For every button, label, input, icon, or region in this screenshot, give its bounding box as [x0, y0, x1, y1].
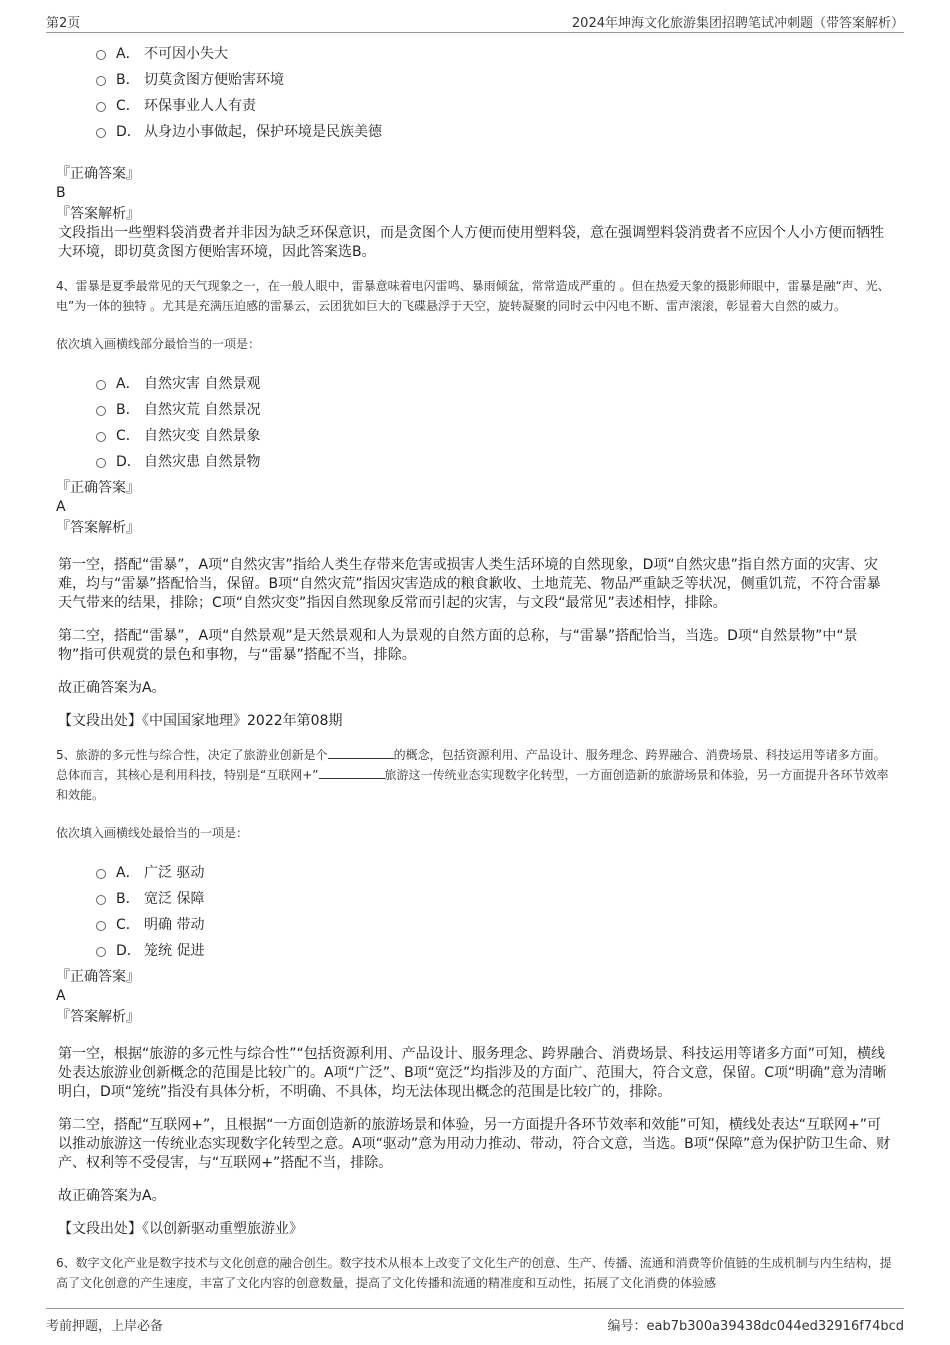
document-id: 编号：eab7b300a39438dc044ed32916f74bcd	[607, 1319, 904, 1334]
correct-answer-label: 『正确答案』	[56, 969, 140, 985]
page-footer	[46, 1308, 904, 1339]
q4-option-c[interactable]: C． 自然灾变 自然景象	[96, 422, 892, 448]
analysis-label: 『答案解析』	[56, 520, 140, 536]
fill-blank	[328, 746, 394, 759]
q4-prompt: 依次填入画横线部分最恰当的一项是：	[56, 337, 261, 351]
radio-icon[interactable]	[96, 869, 106, 879]
radio-icon[interactable]	[96, 921, 106, 931]
q5-source: 【文段出处】《以创新驱动重塑旅游业》	[58, 1221, 303, 1237]
q3-answer: B	[56, 185, 66, 201]
radio-icon[interactable]	[96, 380, 106, 390]
radio-icon[interactable]	[96, 947, 106, 957]
q3-option-d[interactable]: D． 从身边小事做起，保护环境是民族美德	[96, 118, 892, 144]
q4-conclusion: 故正确答案为A。	[58, 680, 166, 696]
q3-options	[96, 40, 892, 144]
radio-icon[interactable]	[96, 895, 106, 905]
q5-conclusion: 故正确答案为A。	[58, 1188, 166, 1204]
q4-analysis-para2: 第二空，搭配“雷暴”，A项“自然景观”是天然景观和人为景观的自然方面的总称，与“雷暴”搭配恰当，当选。D项“自然景物”中“景物”指可供观赏的景色和事物，与“雷暴”搭配不当，排除。	[58, 628, 858, 663]
q4-stem: 4、雷暴是夏季最常见的天气现象之一，在一般人眼中，雷暴意味着电闪雷鸣、暴雨倾盆，常常造成严重的 。但在热爱天象的摄影师眼中，雷暴是融“声、光、电”为一体的独特 。尤其是充满压迫感的雷暴云，云团犹如巨大的飞碟悬浮于天空，旋转凝聚的同时云中闪电不断、雷声滚滚，彰显着大自然的威力。	[56, 279, 890, 313]
q5-analysis-para1: 第一空，根据“旅游的多元性与综合性”“包括资源利用、产品设计、服务理念、跨界融合、消费场景、科技运用等诸多方面”可知，横线处表达旅游业创新概念的范围是比较广的。A项“广泛”、B项“宽泛”均指涉及的方面广、范围大，符合文意，保留。C项“明确”意为清晰明白，D项“笼统”指没有具体分析，不明确、不具体，均无法体现出概念的范围是比较广的，排除。	[58, 1046, 887, 1100]
radio-icon[interactable]	[96, 406, 106, 416]
q5-stem: 5、旅游的多元性与综合性，决定了旅游业创新是个 的概念，包括资源利用、产品设计、服务理念、跨界融合、消费场景、科技运用等诸多方面。总体而言，其核心是利用科技，特别是“互联网+” 旅游这一传统业态实现数字化转型，一方面创造新的旅游场景和体验，另一方面提升各环节效率和效能。	[56, 748, 889, 802]
q5-option-b[interactable]: B． 宽泛 保障	[96, 885, 892, 911]
correct-answer-label: 『正确答案』	[56, 480, 140, 496]
q4-option-b[interactable]: B． 自然灾荒 自然景况	[96, 396, 892, 422]
radio-icon[interactable]	[96, 458, 106, 468]
document-title: 2024年坤海文化旅游集团招聘笔试冲刺题（带答案解析）	[571, 16, 904, 31]
q5-option-a[interactable]: A． 广泛 驱动	[96, 859, 892, 885]
q5-option-c[interactable]: C． 明确 带动	[96, 911, 892, 937]
q6-stem: 6、数字文化产业是数字技术与文化创意的融合创生。数字技术从根本上改变了文化生产的创意、生产、传播、流通和消费等价值链的生成机制与内生结构，提高了文化创意的产生速度，丰富了文化内容的创意数量，提高了文化传播和流通的精准度和互动性，拓展了文化消费的体验感	[56, 1256, 892, 1290]
analysis-label: 『答案解析』	[56, 1009, 140, 1025]
q5-option-d[interactable]: D． 笼统 促进	[96, 937, 892, 963]
radio-icon[interactable]	[96, 76, 106, 86]
q5-options	[96, 859, 892, 963]
radio-icon[interactable]	[96, 50, 106, 60]
q4-options	[96, 370, 892, 474]
q5-analysis-para2: 第二空，搭配“互联网+”，且根据“一方面创造新的旅游场景和体验，另一方面提升各环节效率和效能”可知，横线处表达“互联网+”可以推动旅游这一传统业态实现数字化转型之意。A项“驱动”意为用动力推动、带动，符合文意，当选。B项“保障”意为保护防卫生命、财产、权利等不受侵害，与“互联网+”搭配不当，排除。	[58, 1117, 891, 1171]
footer-slogan: 考前押题，上岸必备	[46, 1319, 164, 1334]
radio-icon[interactable]	[96, 432, 106, 442]
fill-blank	[319, 766, 385, 779]
q4-option-d[interactable]: D． 自然灾患 自然景物	[96, 448, 892, 474]
radio-icon[interactable]	[96, 128, 106, 138]
q4-answer: A	[56, 499, 66, 515]
q5-answer: A	[56, 988, 66, 1004]
page-header	[46, 8, 904, 33]
q3-analysis: 文段指出一些塑料袋消费者并非因为缺乏环保意识，而是贪图个人方便而使用塑料袋，意在强调塑料袋消费者不应因个人小方便而牺牲大环境，即切莫贪图方便贻害环境，因此答案选B。	[58, 225, 884, 260]
page-number: 第2页	[46, 16, 81, 31]
q4-analysis-para1: 第一空，搭配“雷暴”，A项“自然灾害”指给人类生存带来危害或损害人类生活环境的自然现象，D项“自然灾患”指自然方面的灾害、灾难，均与“雷暴”搭配恰当，保留。B项“自然灾荒”指因灾害造成的粮食歉收、土地荒芜、物品严重缺乏等状况，侧重饥荒，不符合雷暴天气带来的结果，排除；C项“自然灾变”指因自然现象反常而引起的灾害，与文段“最常见”表述相悖，排除。	[58, 557, 881, 611]
q5-prompt: 依次填入画横线处最恰当的一项是：	[56, 826, 249, 840]
q4-option-a[interactable]: A． 自然灾害 自然景观	[96, 370, 892, 396]
q3-option-a[interactable]: A． 不可因小失大	[96, 40, 892, 66]
q4-source: 【文段出处】《中国国家地理》2022年第08期	[58, 713, 343, 729]
radio-icon[interactable]	[96, 102, 106, 112]
q3-option-c[interactable]: C． 环保事业人人有责	[96, 92, 892, 118]
analysis-label: 『答案解析』	[56, 206, 140, 222]
document-body	[56, 40, 892, 1293]
q3-option-b[interactable]: B． 切莫贪图方便贻害环境	[96, 66, 892, 92]
correct-answer-label: 『正确答案』	[56, 166, 140, 182]
